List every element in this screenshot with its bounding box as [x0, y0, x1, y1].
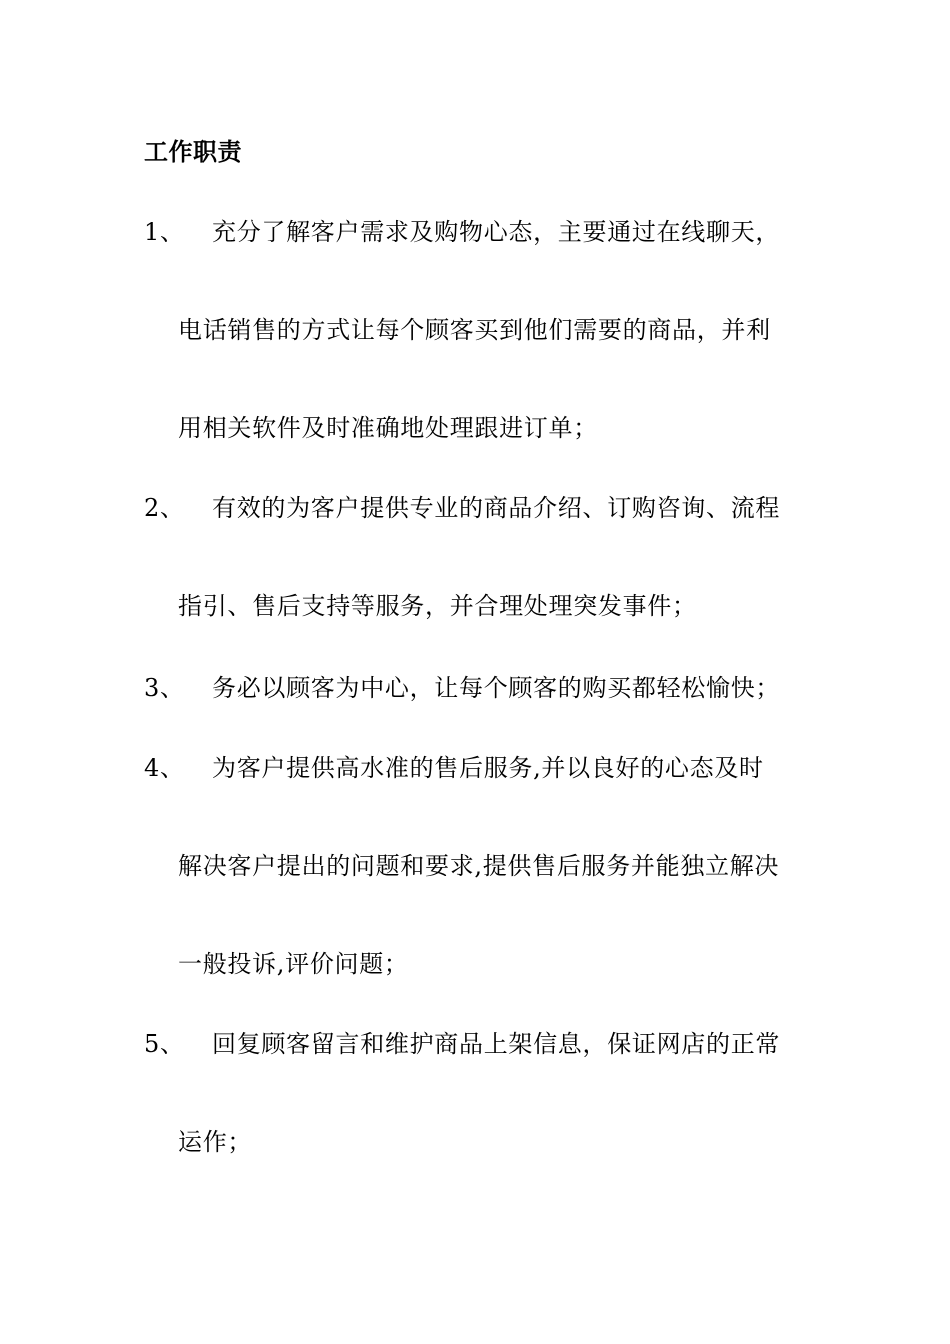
- item-4-number: 4、: [144, 754, 185, 782]
- item-1-line-1: 充分了解客户需求及购物心态，主要通过在线聊天，: [212, 218, 781, 246]
- item-4-line-1: 为客户提供高水准的售后服务,并以良好的心态及时: [212, 754, 764, 782]
- item-4-line-2: 解决客户提出的问题和要求,提供售后服务并能独立解决: [178, 852, 780, 880]
- item-1-line-3: 用相关软件及时准确地处理跟进订单；: [178, 414, 598, 442]
- item-5-number: 5、: [144, 1030, 185, 1058]
- item-5-line-1: 回复顾客留言和维护商品上架信息，保证网店的正常: [212, 1030, 781, 1058]
- item-5-line-2: 运作；: [178, 1128, 253, 1156]
- section-heading: 工作职责: [144, 138, 242, 166]
- item-1-number: 1、: [144, 218, 185, 246]
- item-3-line-1: 务必以顾客为中心，让每个顾客的购买都轻松愉快；: [212, 674, 781, 702]
- item-2-number: 2、: [144, 494, 185, 522]
- item-2-line-2: 指引、售后支持等服务，并合理处理突发事件；: [178, 592, 697, 620]
- item-4-line-3: 一般投诉,评价问题；: [178, 950, 409, 978]
- item-2-line-1: 有效的为客户提供专业的商品介绍、订购咨询、流程: [212, 494, 781, 522]
- item-3-number: 3、: [144, 674, 185, 702]
- item-1-line-2: 电话销售的方式让每个顾客买到他们需要的商品，并利: [178, 316, 771, 344]
